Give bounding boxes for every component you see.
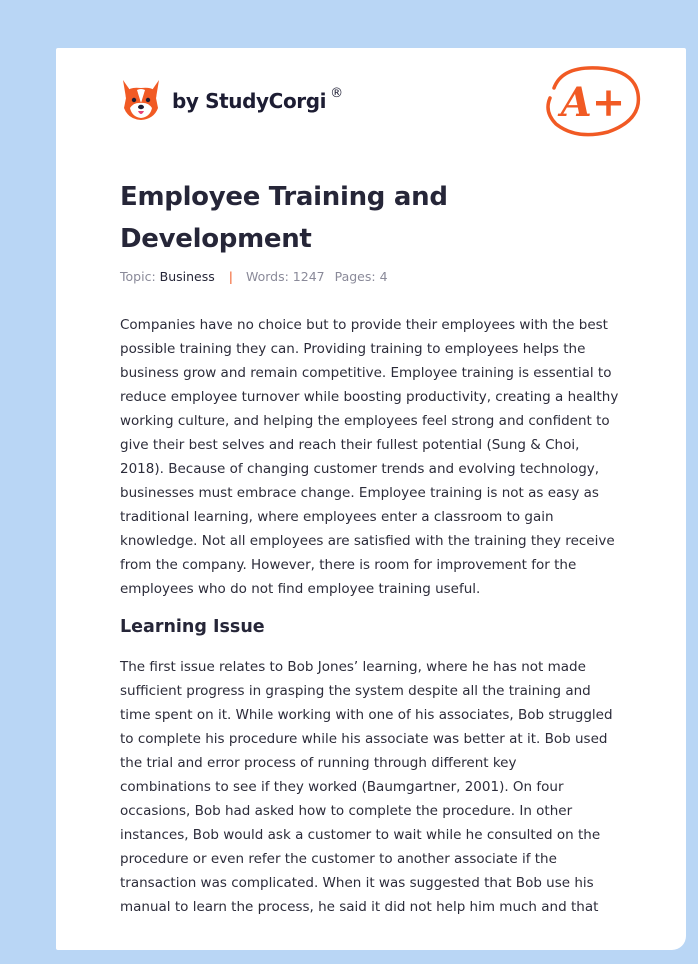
section-heading-learning-issue: Learning Issue [120,617,265,637]
brand-logo[interactable] [120,74,343,124]
page-title: Employee Training and Development [120,182,448,254]
registered-mark: ® [330,85,344,101]
paragraph-learning-issue: The first issue relates to Bob Jones’ learning, where he has not made sufficient progress in grasping the system despite all the training and time spent on it. While working with one of his associates, Bob struggled to complete his procedure while his associate was better at it. Bob used the trial and error process of running through different key combinations to see if they worked (Baumgartner, 2001). On four occasions, Bob had asked how to complete the procedure. In other instances, Bob would ask a customer to wait while he consulted on the procedure or even refer the customer to another associate if the transaction was complicated. When it was suggested that Bob use his manual to learn the process, he said it did not help him much and that [120,659,613,915]
brand-name: by StudyCorgi [172,89,327,113]
corgi-icon [120,76,162,122]
essay-page [56,48,686,950]
grade-a-plus-badge [536,58,646,142]
pages-label: Pages: [334,269,376,284]
pages-count: 4 [379,269,388,284]
meta-separator: | [228,269,233,284]
words-count: 1247 [292,269,325,284]
paragraph-intro: Companies have no choice but to provide their employees with the best possible training they can. Providing training to employees helps the business grow and remain competitive. Employee training is essential to reduce employee turnover while boosting productivity, creating a healthy working culture, and helping the employees feel strong and confident to give their best selves and reach their fullest potential (Sung & Choi, 2018). Because of changing customer trends and evolving technology, businesses must embrace change. Employee training is not as easy as traditional learning, where employees enter a classroom to gain knowledge. Not all employees are satisfied with the training they receive from the company. However, there is room for improvement for the employees who do not find employee training useful. [120,317,619,597]
essay-meta [120,269,388,284]
grade-text: A+ [560,79,626,126]
topic-label: Topic: [120,269,156,284]
words-label: Words: [245,269,289,284]
topic-link[interactable]: Business [159,269,215,284]
